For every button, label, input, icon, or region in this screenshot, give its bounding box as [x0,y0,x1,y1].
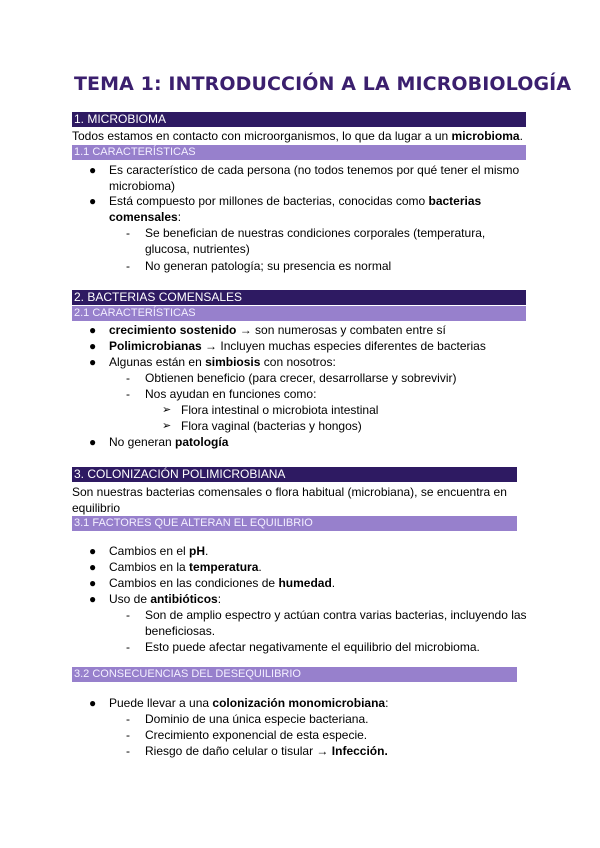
list-subsubitem [162,402,521,418]
list-item [89,591,529,607]
section-1-1-heading: 1.1 CARACTERÍSTICAS [72,145,526,160]
section-3-intro: Son nuestras bacterias comensales o flora habitual (microbiana), se encuentra en equilibrio [72,485,507,515]
bullet-text: Algunas están en [109,355,206,369]
intro-text: Todos estamos en contacto con microorganismos, lo que da lugar a un [72,129,452,143]
bullet-icon: ● [89,544,97,558]
list-item [89,322,529,338]
bullet-end: con nosotros: [260,355,336,369]
list-subsubitem [162,418,521,434]
bullet-bold: patología [175,435,229,449]
dash-icon: - [126,371,130,385]
bullet-text: Uso de [109,592,151,606]
bullet-text: Está compuesto por millones de bacterias, conocidas como [109,194,429,208]
bullet-bold: pH [189,544,206,558]
list-subitem [126,607,530,639]
bullet-bold: temperatura [189,560,259,574]
dash-icon: - [126,608,130,622]
bullet-bold: antibióticos [150,592,218,606]
subitem-bold: Infección. [331,744,388,758]
subitem-text: Obtienen beneficio (para crecer, desarrollarse y sobrevivir) [145,371,457,385]
list-subitem [126,386,535,402]
list-subitem [126,711,535,727]
bullet-end: : [385,696,389,710]
dash-icon: - [126,728,130,742]
bullet-icon: ● [89,560,97,574]
bullet-icon: ● [89,355,97,369]
bullet-icon: ● [89,339,97,353]
bullet-text: Cambios en las condiciones de [109,576,279,590]
list-item [89,575,529,591]
bullet-end: . [331,576,336,590]
bullet-bold: simbiosis [205,355,261,369]
dash-icon: - [126,226,130,240]
bullet-icon: ● [89,592,97,606]
dash-icon: - [126,387,130,401]
bullet-text: Cambios en la [109,560,190,574]
dash-icon: - [126,712,130,726]
bullet-icon: ● [89,323,97,337]
list-item [89,338,529,354]
list-item [89,559,529,575]
bullet-end: . [258,560,262,574]
subitem-text: Son de amplio espectro y actúan contra varias bacterias, incluyendo las beneficiosas. [145,608,527,638]
subitem-text: Dominio de una única especie bacteriana. [145,712,369,726]
intro-end: . [519,129,523,143]
bullet-text: Cambios en el [109,544,190,558]
section-2-heading: 2. BACTERIAS COMENSALES [72,290,526,305]
bullet-end: : [177,210,182,224]
arrow-marker-icon: ➢ [162,404,172,416]
intro-bold: microbioma [451,129,520,143]
bullet-bold: humedad [278,576,332,590]
bullet-text: → Incluyen muchas especies diferentes de bacterias [201,339,486,353]
subitem-text: Riesgo de daño celular o tisular → [145,744,332,758]
list-item [89,354,529,370]
section-3-2-heading: 3.2 CONSECUENCIAS DEL DESEQUILIBRIO [72,667,517,682]
list-subitem [126,639,535,655]
section-3-heading: 3. COLONIZACIÓN POLIMICROBIANA [72,467,517,482]
section-3-1-heading: 3.1 FACTORES QUE ALTERAN EL EQUILIBRIO [72,516,517,531]
list-subitem [126,743,535,759]
bullet-icon: ● [89,163,97,177]
bullet-icon: ● [89,696,97,710]
dash-icon: - [126,640,130,654]
list-item [89,162,529,194]
bullet-text: → son numerosas y combaten entre sí [236,323,446,337]
section-1-heading: 1. MICROBIOMA [72,112,526,127]
subitem-text: No generan patología; su presencia es normal [145,259,392,273]
section-2-1-heading: 2.1 CARACTERÍSTICAS [72,306,526,321]
bullet-bold: crecimiento sostenido [109,323,237,337]
bullet-bold: bacterias comensales [109,194,482,224]
list-item [89,695,529,711]
list-item [89,543,529,559]
list-subitem [126,258,535,274]
bullet-bold: Polimicrobianas [109,339,202,353]
subitem-text: Esto puede afectar negativamente el equilibrio del microbioma. [145,640,480,654]
bullet-text: No generan [109,435,176,449]
list-subitem [126,225,505,257]
section-1-intro [72,128,542,144]
subsubitem-text: Flora intestinal o microbiota intestinal [181,403,379,417]
bullet-icon: ● [89,576,97,590]
bullet-text: Es característico de cada persona (no todos tenemos por qué tener el mismo microbioma) [109,163,520,193]
bullet-end: . [205,544,209,558]
bullet-text: Puede llevar a una [109,696,213,710]
bullet-icon: ● [89,194,97,208]
list-item [89,434,529,450]
subitem-text: Se benefician de nuestras condiciones corporales (temperatura, glucosa, nutrientes) [145,226,486,256]
subitem-text: Crecimiento exponencial de esta especie. [145,728,368,742]
dash-icon: - [126,744,130,758]
bullet-icon: ● [89,435,97,449]
subsubitem-text: Flora vaginal (bacterias y hongos) [181,419,362,433]
list-subitem [126,727,535,743]
subitem-text: Nos ayudan en funciones como: [145,387,317,401]
bullet-end: : [217,592,222,606]
list-item [89,193,509,225]
arrow-marker-icon: ➢ [162,420,172,432]
document-title: TEMA 1: INTRODUCCIÓN A LA MICROBIOLOGÍA [74,73,572,95]
bullet-bold: colonización monomicrobiana [212,696,386,710]
list-subitem [126,370,535,386]
dash-icon: - [126,259,130,273]
